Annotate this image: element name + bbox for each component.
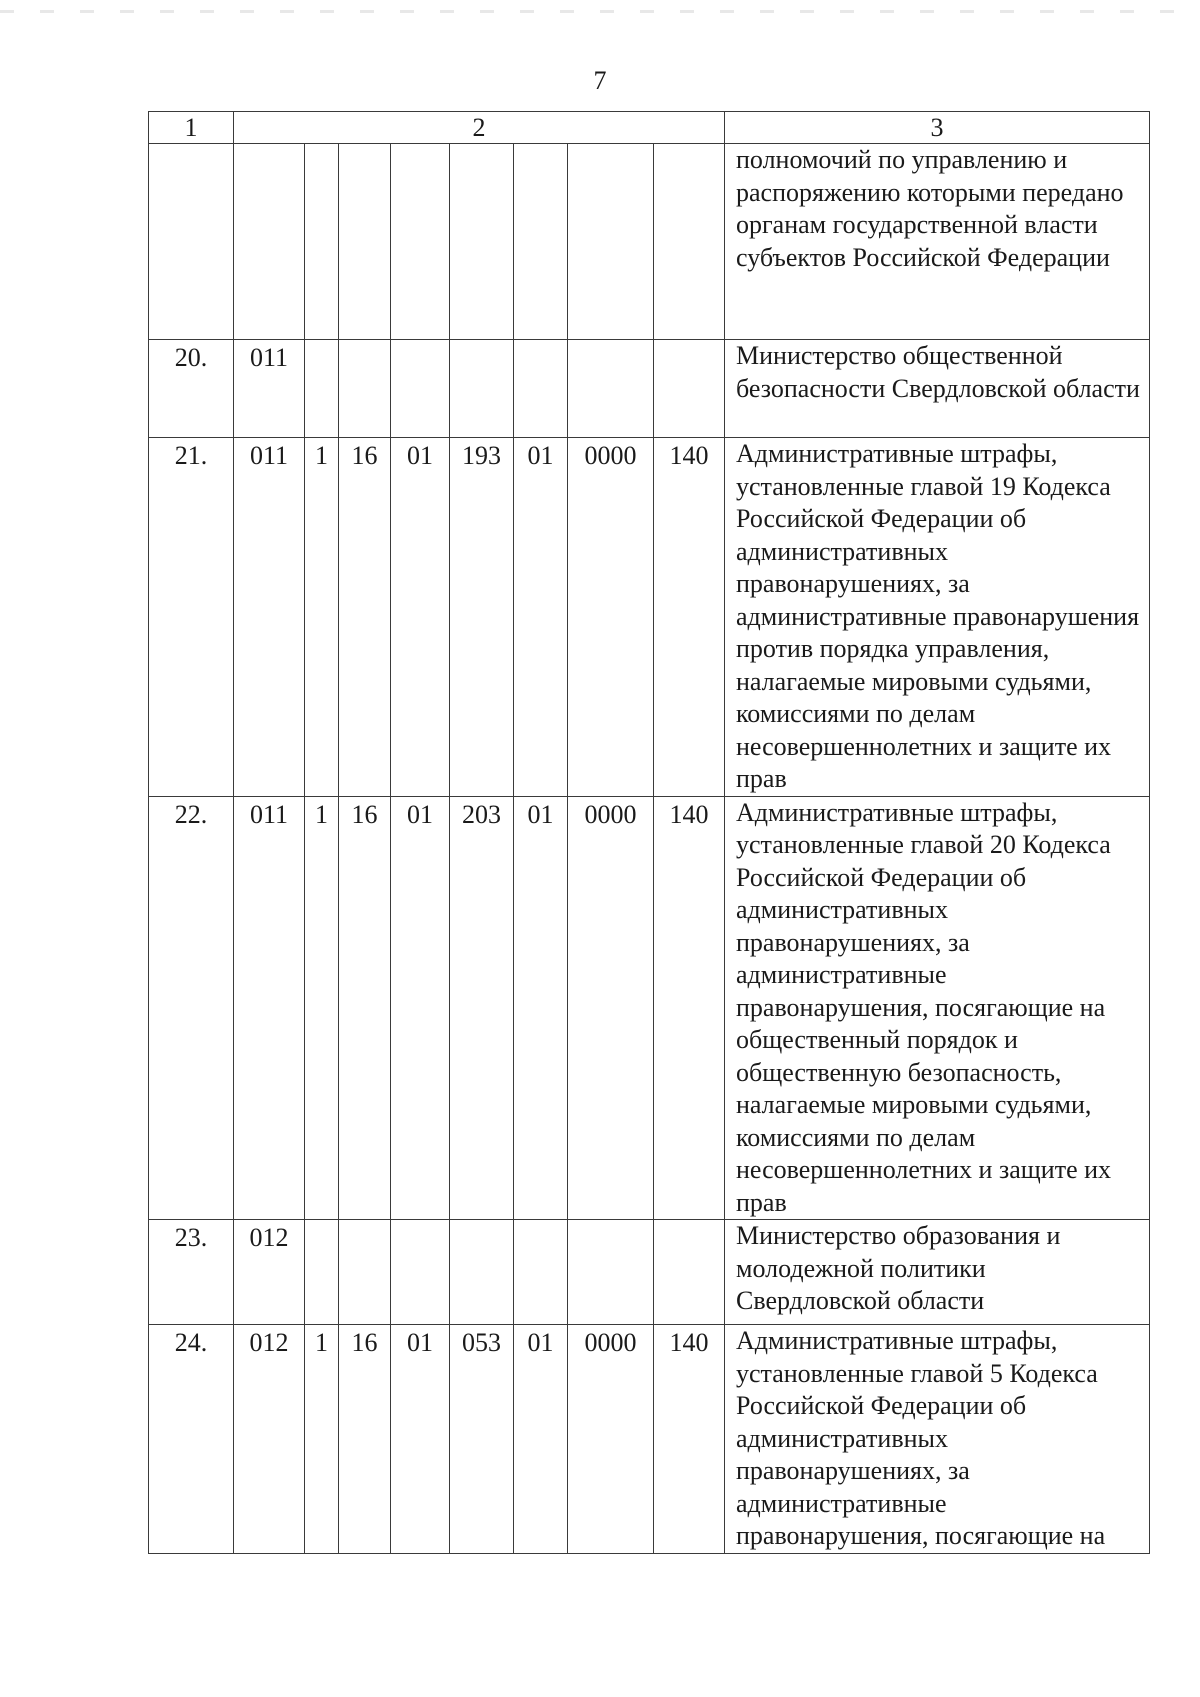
row-number: 20. — [149, 340, 234, 438]
row-number: 22. — [149, 796, 234, 1220]
code-element: 01 — [514, 796, 568, 1220]
code-subarticle: 203 — [450, 796, 514, 1220]
header-col-2: 2 — [234, 112, 725, 144]
code-economic: 140 — [654, 1325, 725, 1554]
code-subarticle: 193 — [450, 438, 514, 797]
row-number: 24. — [149, 1325, 234, 1554]
row-number: 21. — [149, 438, 234, 797]
code-element — [514, 144, 568, 340]
code-economic — [654, 144, 725, 340]
table-row — [149, 1325, 1150, 1554]
code-admin — [234, 144, 305, 340]
code-element — [514, 340, 568, 438]
code-subgroup: 16 — [339, 438, 391, 797]
row-description: Административные штрафы, установленные главой 5 Кодекса Российской Федерации об административных правонарушениях, за административные правонарушения, посягающие на — [725, 1325, 1150, 1554]
table-row — [149, 144, 1150, 340]
code-subarticle: 053 — [450, 1325, 514, 1554]
code-subgroup: 16 — [339, 1325, 391, 1554]
code-subgroup — [339, 340, 391, 438]
code-economic — [654, 340, 725, 438]
table-row — [149, 1220, 1150, 1325]
code-subarticle — [450, 144, 514, 340]
row-number — [149, 144, 234, 340]
code-article — [391, 144, 450, 340]
code-subgroup: 16 — [339, 796, 391, 1220]
row-number: 23. — [149, 1220, 234, 1325]
budget-codes-table — [148, 111, 1150, 1554]
code-admin: 012 — [234, 1325, 305, 1554]
code-program — [568, 1220, 654, 1325]
header-col-1: 1 — [149, 112, 234, 144]
code-economic — [654, 1220, 725, 1325]
code-program — [568, 340, 654, 438]
row-description: Административные штрафы, установленные главой 19 Кодекса Российской Федерации об административных правонарушениях, за административные правонарушения против порядка управления, налагаемые мировыми судьями, комиссиями по делам несовершеннолетних и защите их прав — [725, 438, 1150, 797]
row-description: Министерство образования и молодежной политики Свердловской области — [725, 1220, 1150, 1325]
code-subarticle — [450, 340, 514, 438]
scan-artifact-edge — [0, 10, 1200, 13]
code-article: 01 — [391, 438, 450, 797]
code-group — [305, 1220, 339, 1325]
code-subarticle — [450, 1220, 514, 1325]
code-admin: 011 — [234, 340, 305, 438]
code-element: 01 — [514, 438, 568, 797]
code-program: 0000 — [568, 1325, 654, 1554]
code-article: 01 — [391, 796, 450, 1220]
code-subgroup — [339, 1220, 391, 1325]
row-description: Административные штрафы, установленные главой 20 Кодекса Российской Федерации об административных правонарушениях, за административные правонарушения, посягающие на общественный порядок и общественную безопасность, налагаемые мировыми судьями, комиссиями по делам несовершеннолетних и защите их прав — [725, 796, 1150, 1220]
code-program: 0000 — [568, 796, 654, 1220]
code-group: 1 — [305, 1325, 339, 1554]
table-row — [149, 438, 1150, 797]
code-group: 1 — [305, 796, 339, 1220]
code-group — [305, 340, 339, 438]
header-col-3: 3 — [725, 112, 1150, 144]
code-element — [514, 1220, 568, 1325]
row-description: Министерство общественной безопасности Свердловской области — [725, 340, 1150, 438]
code-admin: 011 — [234, 796, 305, 1220]
code-program: 0000 — [568, 438, 654, 797]
code-group — [305, 144, 339, 340]
row-description: полномочий по управлению и распоряжению которыми передано органам государственной власти субъектов Российской Федерации — [725, 144, 1150, 340]
table-row — [149, 796, 1150, 1220]
table-row — [149, 340, 1150, 438]
code-group: 1 — [305, 438, 339, 797]
page-number: 7 — [593, 66, 607, 95]
code-program — [568, 144, 654, 340]
code-admin: 011 — [234, 438, 305, 797]
code-article — [391, 1220, 450, 1325]
code-economic: 140 — [654, 438, 725, 797]
table-header-row — [149, 112, 1150, 144]
code-article — [391, 340, 450, 438]
code-economic: 140 — [654, 796, 725, 1220]
code-element: 01 — [514, 1325, 568, 1554]
code-admin: 012 — [234, 1220, 305, 1325]
code-subgroup — [339, 144, 391, 340]
code-article: 01 — [391, 1325, 450, 1554]
document-table-wrapper — [148, 111, 1150, 1554]
